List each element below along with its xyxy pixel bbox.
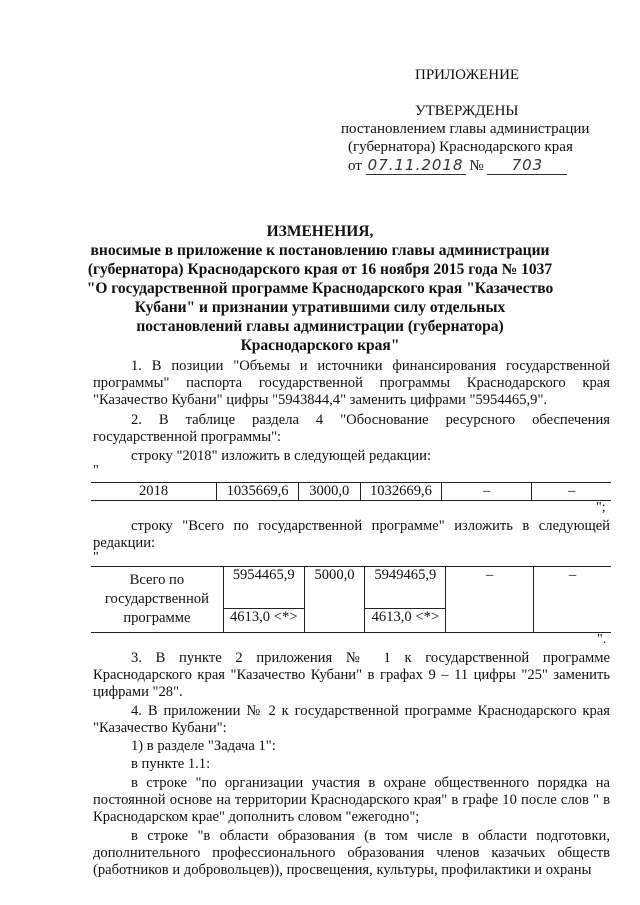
paragraph-2: 2. В таблице раздела 4 "Обоснование ресурсного обеспечения государственной программы": <box>93 412 610 445</box>
quote-open-2: " <box>93 550 99 565</box>
approval-line-2: (губернатора) Краснодарского края <box>348 139 573 155</box>
cell-c5-sum: – <box>446 567 534 633</box>
decree-date: 07.11.2018 <box>366 156 466 175</box>
cell-total-sum: 5954465,9 <box>223 567 304 609</box>
from-label: от <box>348 158 362 174</box>
cell-regional: 1032669,6 <box>360 483 442 501</box>
approval-date-line <box>348 156 567 175</box>
cell-regional-sum: 5949465,9 <box>365 567 446 609</box>
cell-c5: – <box>442 483 532 501</box>
paragraph-9: в строке "по организации участия в охране общественного порядка на постоянной основе на территории Краснодарского края" в графе 10 после слов " в Краснодарском крае" дополнить словом "ежегодно"; <box>93 775 610 825</box>
document-subtitle: вносимые в приложение к постановлению главы администрации (губернатора) Краснодарского края от 16 ноября 2015 года № 1037 "О государственной программе Краснодарского края "Казачество Кубани" и признании утратившими силу отдельных постановлений главы администрации (губернатора) Краснодарского края" <box>86 242 554 354</box>
document-heading: ИЗМЕНЕНИЯ, <box>266 223 374 240</box>
number-sign: № <box>469 158 484 174</box>
table-row <box>91 483 611 501</box>
cell-regional-sum-2: 4613,0 <*> <box>365 608 446 632</box>
decree-number: 703 <box>487 156 567 175</box>
cell-federal-sum: 5000,0 <box>304 567 365 633</box>
paragraph-4: строку "Всего по государственной программе" изложить в следующей редакции: <box>93 518 610 551</box>
paragraph-1: 1. В позиции "Объемы и источники финансирования государственной программы" паспорта государственной программы Краснодарского края "Казачество Кубани" цифры "5943844,4" заменить цифрами "5954465,9". <box>93 358 610 408</box>
paragraph-10: в строке "в области образования (в том числе в области подготовки, дополнительного профессионального образования членов казачьих обществ (работников и добровольцев)), просвещения, культуры, профилактики и охраны <box>93 828 610 878</box>
paragraph-7: 1) в разделе "Задача 1": <box>131 738 276 754</box>
cell-year: 2018 <box>91 483 217 501</box>
table-row <box>91 567 611 609</box>
quote-open-1: " <box>93 463 99 478</box>
cell-federal: 3000,0 <box>298 483 360 501</box>
cell-total: 1035669,6 <box>217 483 299 501</box>
cell-c6-sum: – <box>534 567 611 633</box>
approved-label: УТВЕРЖДЕНЫ <box>415 103 519 119</box>
appendix-label: ПРИЛОЖЕНИЕ <box>415 67 520 83</box>
cell-total-label: Всего по государственной программе <box>91 567 223 633</box>
quote-close-2: ". <box>597 632 607 647</box>
paragraph-3: строку "2018" изложить в следующей редакции: <box>131 448 432 464</box>
paragraph-6: 4. В приложении № 2 к государственной программе Краснодарского края "Казачество Кубани": <box>93 703 610 736</box>
paragraph-8: в пункте 1.1: <box>131 756 211 772</box>
quote-close-1: "; <box>596 500 606 515</box>
table-total-row <box>91 566 611 633</box>
cell-total-sum-2: 4613,0 <*> <box>223 608 304 632</box>
approval-line-1: постановлением главы администрации <box>341 121 590 137</box>
table-2018-row <box>91 482 611 501</box>
paragraph-5: 3. В пункте 2 приложения № 1 к государственной программе Краснодарского края "Казачество Кубани" в графах 9 – 11 цифры "25" заменить цифрами "28". <box>93 650 610 700</box>
cell-c6: – <box>532 483 611 501</box>
